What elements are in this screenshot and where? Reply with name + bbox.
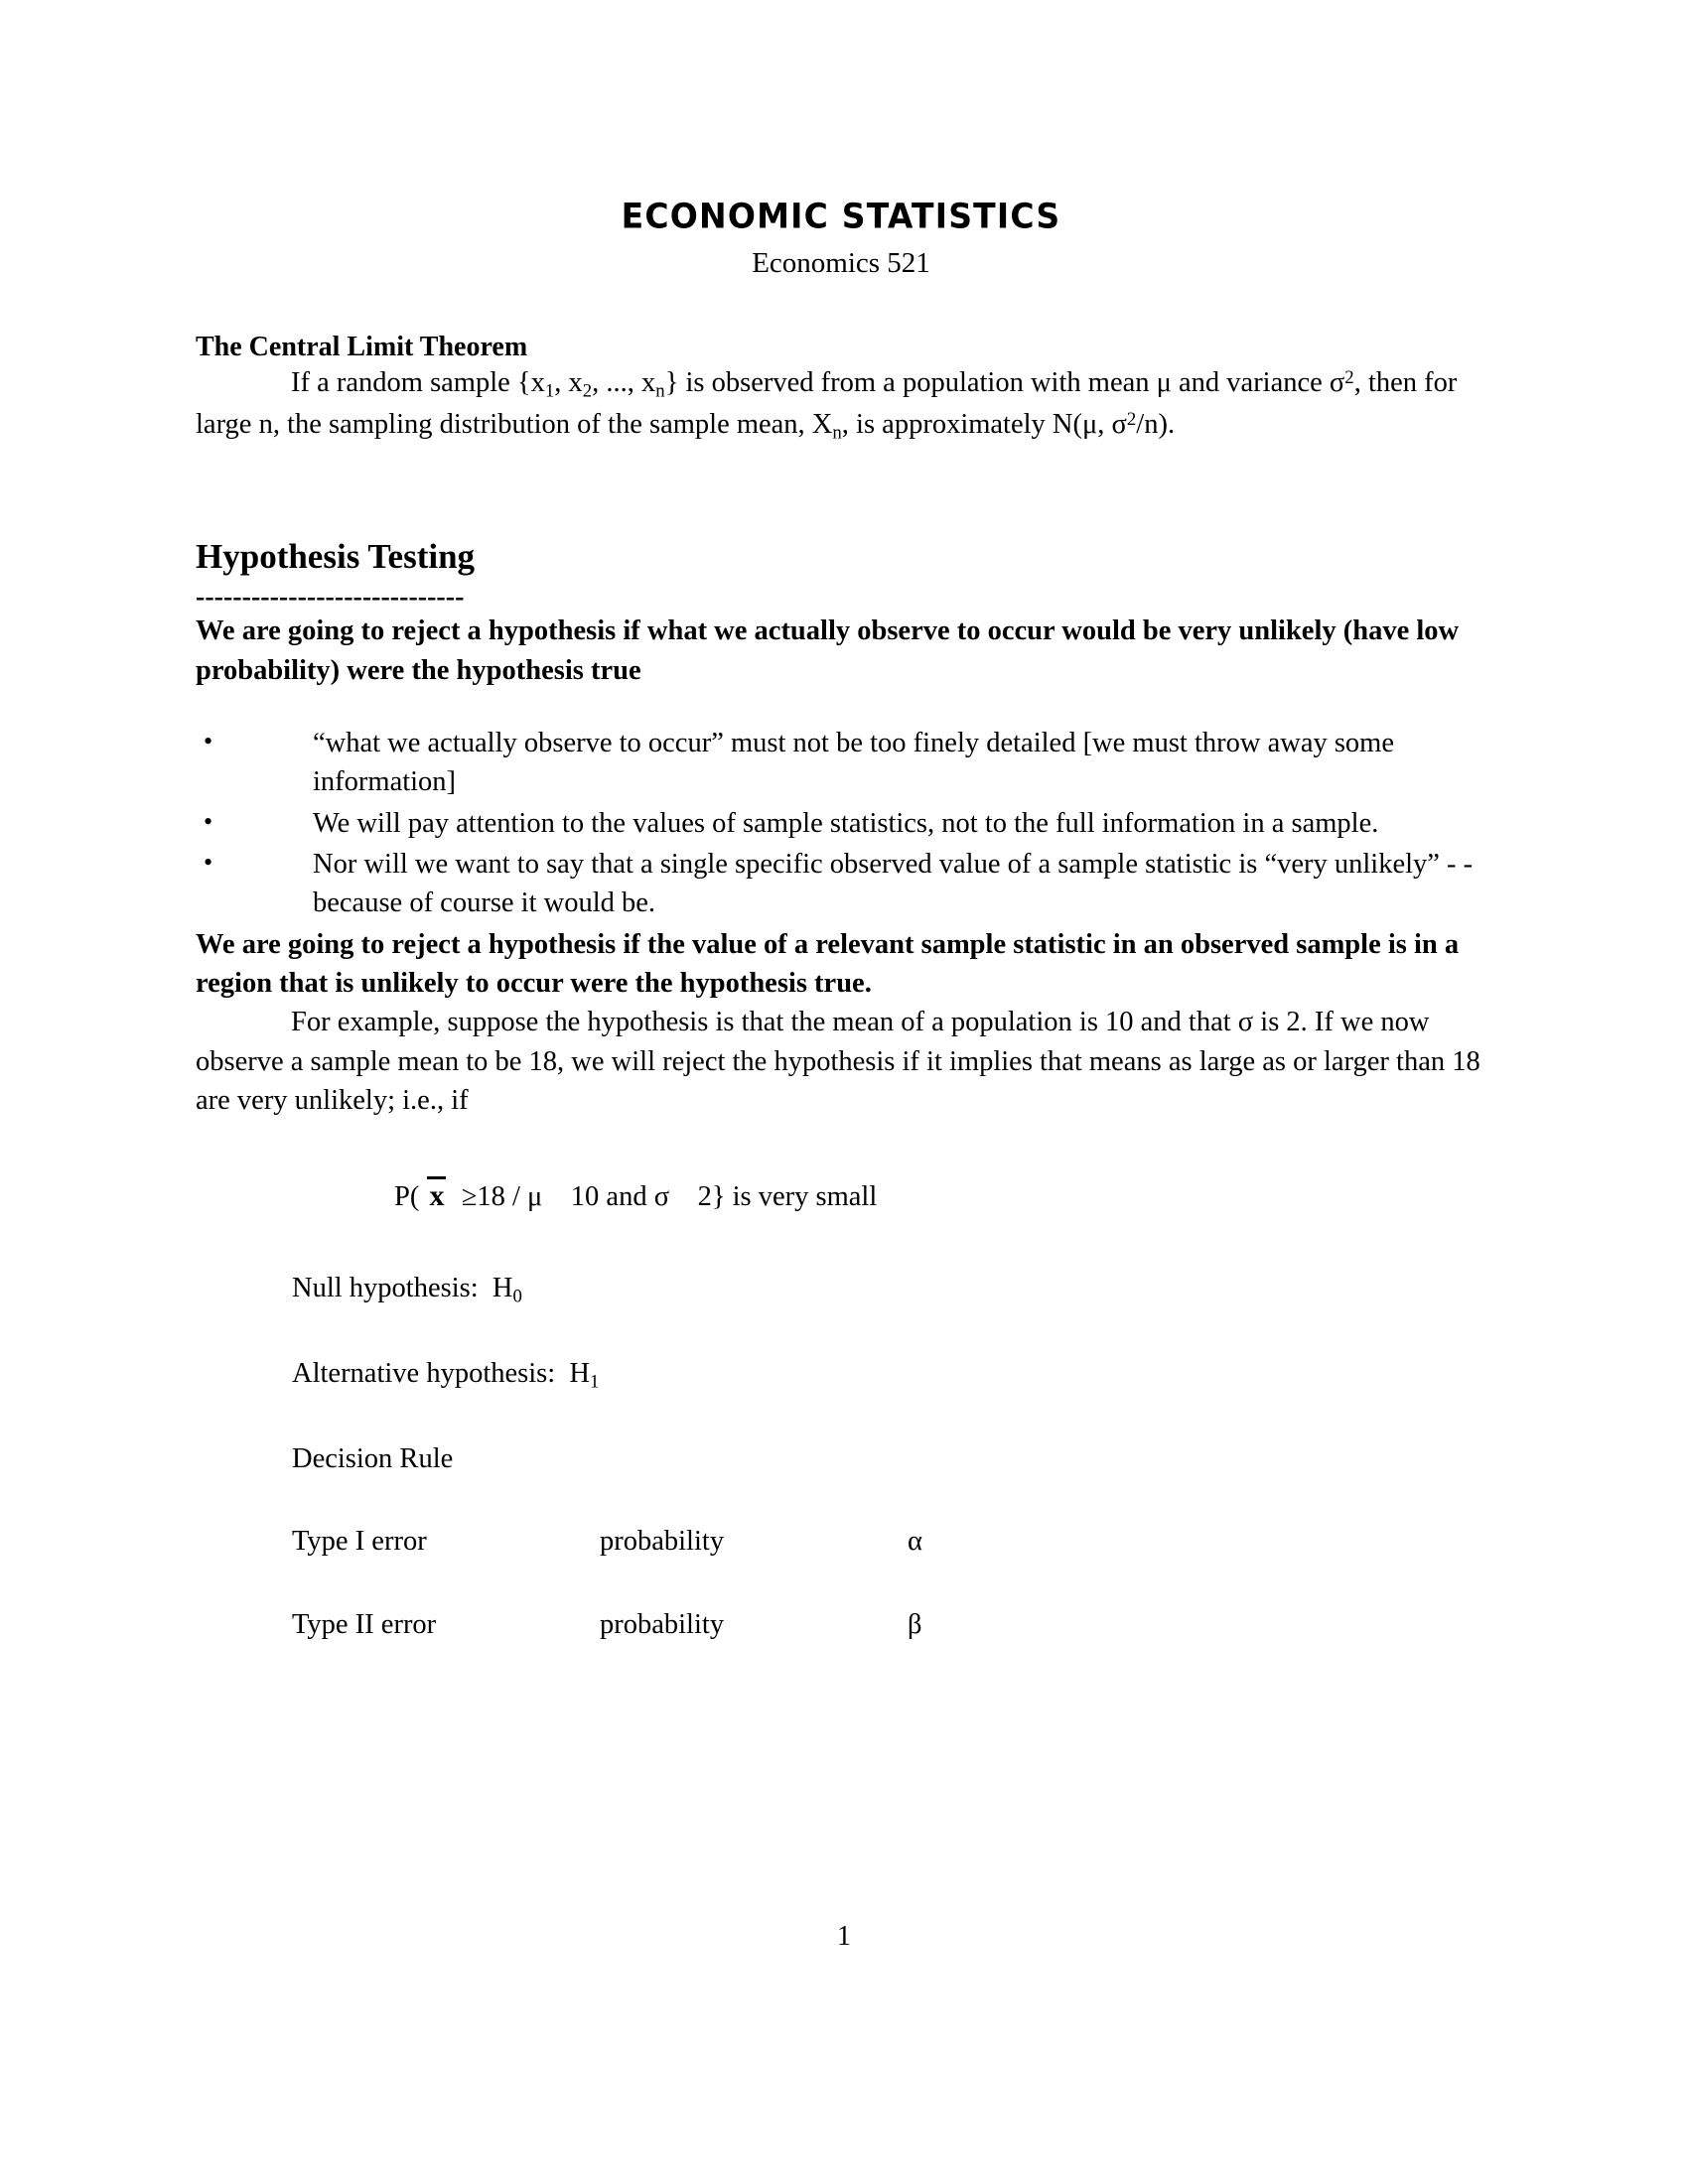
alternative-hypothesis-subscript: 1 [590,1371,600,1393]
clt-sub-2: 2 [582,380,593,402]
list-item-text: We will pay attention to the values of sample statistics, not to the full information in a sample. [313,807,1379,839]
list-item [196,724,1486,802]
page-title: ECONOMIC STATISTICS [621,195,1061,236]
clt-sub-4: n [832,421,842,443]
type-one-error-label: Type I error [292,1526,427,1558]
example-text: For example, suppose the hypothesis is that the mean of a population is 10 and that σ is 2. If we now observe a sample mean to be 18, we will reject the hypothesis if it implies that means as large as or larger than 18 are very unlikely; i.e., if [196,1007,1480,1117]
clt-text-part6: , is approximately N(μ, σ [841,408,1127,440]
row-type-two-error [196,1605,1486,1645]
paragraph-example [196,1003,1486,1120]
list-item [196,845,1486,923]
section-divider-rule: ----------------------------- [196,582,465,614]
definition-alternative-hypothesis [196,1354,1486,1396]
definition-list [196,1269,1486,1645]
clt-text-part4: } is observed from a population with mean μ and variance σ [664,367,1345,399]
type-one-error-symbol: α [908,1526,922,1558]
bullet-list [196,724,1486,923]
type-two-error-label: Type II error [292,1609,437,1641]
bullet-icon: • [204,806,213,836]
probability-formula [196,1175,1486,1217]
x-bar-symbol [426,1175,447,1217]
bold-statement-two: We are going to reject a hypothesis if the value of a relevant sample statistic in an observed sample is in a region that is unlikely to occur were the hypothesis true. [196,928,1460,1000]
clt-sub-3: n [655,380,665,402]
clt-text-part2: , x [554,367,583,399]
clt-text-part3: , ..., x [592,367,656,399]
paragraph-central-limit-theorem [196,363,1486,445]
definition-null-hypothesis [196,1269,1486,1310]
bullet-icon: • [204,727,213,756]
clt-text-part5: , then for large n, the sampling distribution of the sample mean, X [196,367,1458,440]
list-item-text: Nor will we want to say that a single specific observed value of a sample statistic is “very unlikely” - - because of course it would be. [313,849,1474,919]
heading-hypothesis-testing: Hypothesis Testing [196,536,476,576]
clt-sup-1: 2 [1344,367,1354,389]
bullet-icon: • [204,848,213,878]
null-hypothesis-label: Null hypothesis: H [292,1273,513,1304]
clt-sup-2: 2 [1126,408,1137,430]
row-type-one-error [196,1522,1486,1562]
page-number: 1 [837,1921,851,1952]
course-subtitle: Economics 521 [752,247,930,280]
clt-sub-1: 1 [544,380,555,402]
bold-statement-one: We are going to reject a hypothesis if what we actually observe to occur would be very unlikely (have low probability) were the hypothesis true [196,615,1460,686]
type-one-error-measure: probability [600,1526,725,1558]
null-hypothesis-subscript: 0 [512,1286,522,1307]
type-two-error-measure: probability [600,1609,725,1641]
clt-text-part7: /n). [1136,408,1176,440]
definition-decision-rule [196,1439,1486,1479]
alternative-hypothesis-label: Alternative hypothesis: H [292,1357,590,1389]
list-item-text: “what we actually observe to occur” must not be too finely detailed [we must throw away some information] [313,728,1394,798]
page-content [196,0,1486,2184]
x-bar-letter: x [429,1179,445,1213]
clt-text-part1: If a random sample {x [291,367,545,399]
formula-suffix: ≥18 / μ 10 and σ 2} is very small [447,1181,878,1213]
type-two-error-symbol: β [908,1609,922,1641]
formula-prefix: P( [394,1181,427,1213]
heading-central-limit-theorem: The Central Limit Theorem [196,332,528,363]
list-item [196,804,1486,843]
overbar-icon [427,1176,446,1179]
decision-rule-label: Decision Rule [292,1442,454,1474]
